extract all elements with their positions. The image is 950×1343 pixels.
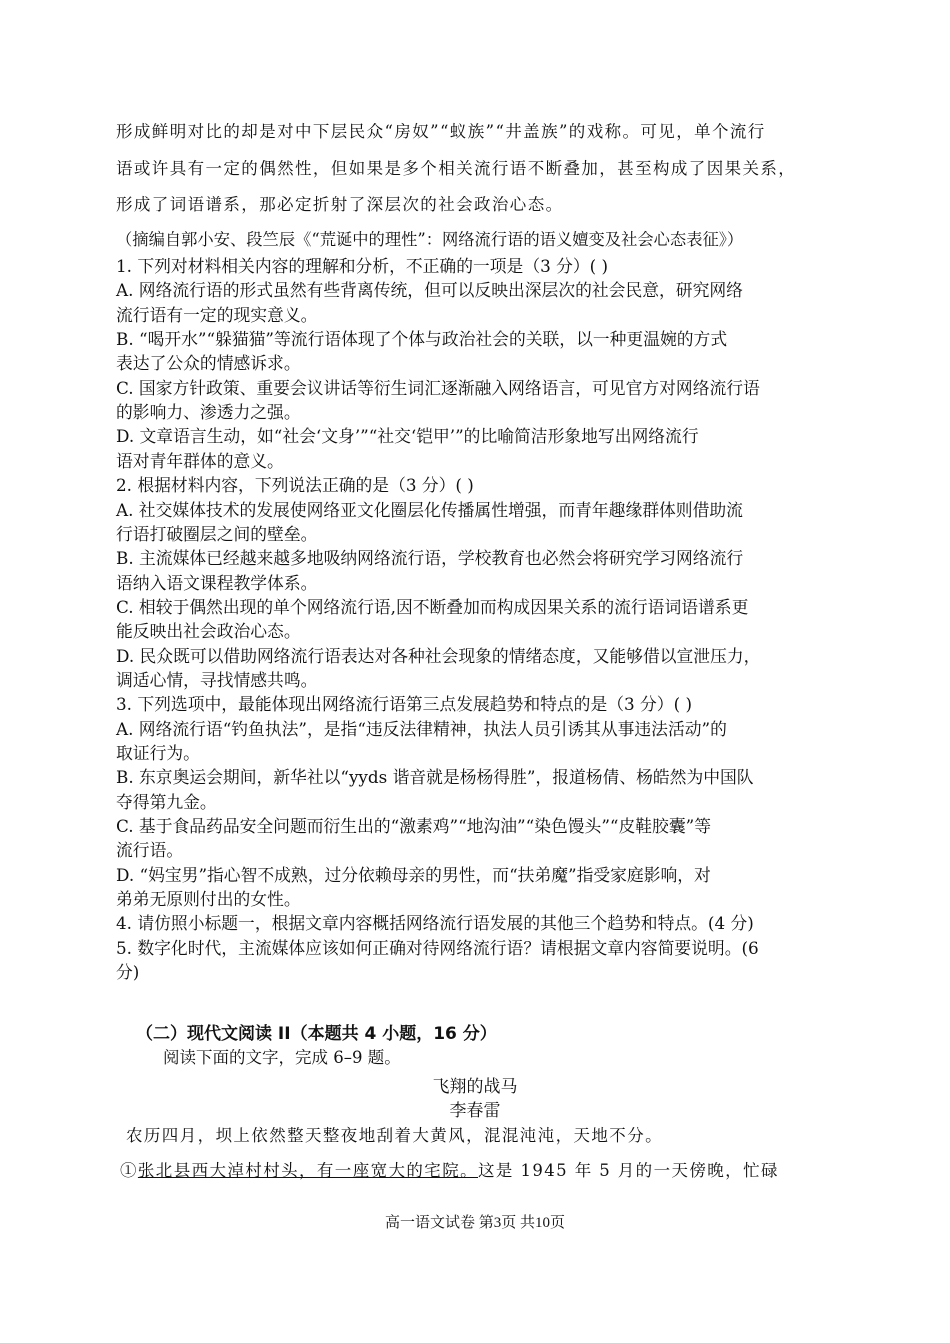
question-line: 行语打破圈层之间的壁垒。 (116, 523, 318, 544)
question-line: C. 基于食品药品安全问题而衍生出的“激素鸡”“地沟油”“染色馒头”“皮鞋胶囊”等 (116, 816, 711, 837)
body-paragraph-line: 语或许具有一定的偶然性，但如果是多个相关流行语不断叠加，甚至构成了因果关系， (116, 159, 797, 178)
question-line: 流行语有一定的现实意义。 (116, 304, 318, 325)
story-author: 李春雷 (449, 1101, 501, 1121)
question-line: A. 网络流行语的形式虽然有些背离传统，但可以反映出深层次的社会民意，研究网络 (116, 280, 743, 301)
question-line: 1. 下列对材料相关内容的理解和分析，不正确的一项是（3 分）( ) (116, 256, 609, 276)
body-paragraph-line: 形成鲜明对比的却是对中下层民众“房奴”“蚁族”“井盖族”的戏称。可见，单个流行 (116, 122, 766, 141)
question-line: 语对青年群体的意义。 (116, 450, 284, 471)
question-line: 流行语。 (116, 840, 184, 861)
question-line: 夺得第九金。 (116, 791, 217, 812)
question-line: 表达了公众的情感诉求。 (116, 353, 301, 374)
underlined-sentence: 张北县西大淖村村头，有一座宽大的宅院。 (137, 1161, 479, 1180)
story-paragraph-line: 农历四月，坝上依然整天整夜地刮着大黄风，混混沌沌，天地不分。 (126, 1126, 663, 1145)
question-line: 的影响力、渗透力之强。 (116, 402, 301, 423)
paragraph-number: ① (120, 1161, 138, 1180)
question-line: 能反映出社会政治心态。 (116, 621, 301, 642)
question-line: A. 社交媒体技术的发展使网络亚文化圈层化传播属性增强，而青年趣缘群体则借助流 (116, 499, 743, 520)
question-line: 取证行为。 (116, 743, 200, 763)
question-line: A. 网络流行语“钓鱼执法”，是指“违反法律精神，执法人员引诱其从事违法活动”的 (116, 718, 727, 739)
source-citation: （摘编自郭小安、段竺辰《“荒诞中的理性”：网络流行语的语义嬗变及社会心态表征》） (116, 230, 744, 249)
body-paragraph-line: 形成了词语谱系，那必定折射了深层次的社会政治心态。 (116, 195, 564, 214)
question-line: D. 民众既可以借助网络流行语表达对各种社会现象的情绪态度，又能够借以宣泄压力， (116, 645, 761, 666)
question-line: B. 东京奥运会期间，新华社以“yyds 谐音就是杨杨得胜”，报道杨倩、杨皓然为中国队 (116, 767, 754, 788)
question-line: 5. 数字化时代，主流媒体应该如何正确对待网络流行语？请根据文章内容简要说明。(6 (116, 937, 759, 958)
section-heading: （二）现代文阅读 II（本题共 4 小题，16 分） (136, 1024, 497, 1044)
question-line: 分) (116, 962, 140, 983)
question-line: D. “妈宝男”指心智不成熟，过分依赖母亲的男性，而“扶弟魔”指受家庭影响，对 (116, 864, 711, 885)
story-title: 飞翔的战马 (432, 1077, 518, 1097)
question-line: C. 相较于偶然出现的单个网络流行语,因不断叠加而构成因果关系的流行语词语谱系更 (116, 596, 749, 617)
question-line: B. “喝开水”“躲猫猫”等流行语体现了个体与政治社会的关联，以一种更温婉的方式 (116, 329, 728, 350)
question-line: 3. 下列选项中，最能体现出网络流行语第三点发展趋势和特点的是（3 分）( ) (116, 694, 693, 715)
question-line: 弟弟无原则付出的女性。 (116, 889, 301, 910)
question-line: 语纳入语文课程教学体系。 (116, 572, 318, 593)
sentence-text: 这是 1945 年 5 月的一天傍晚，忙碌 (478, 1161, 779, 1180)
reading-instruction: 阅读下面的文字，完成 6–9 题。 (163, 1048, 401, 1067)
question-line: 2. 根据材料内容，下列说法正确的是（3 分）( ) (116, 475, 474, 496)
page-footer: 高一语文试卷 第3页 共10页 (384, 1215, 565, 1231)
question-line: D. 文章语言生动，如“社会‘文身’”“社交‘铠甲’”的比喻简洁形象地写出网络流行 (116, 426, 699, 447)
story-paragraph-line (120, 1157, 840, 1181)
question-line: C. 国家方针政策、重要会议讲话等衍生词汇逐渐融入网络语言，可见官方对网络流行语 (116, 377, 760, 398)
question-line: B. 主流媒体已经越来越多地吸纳网络流行语，学校教育也必然会将研究学习网络流行 (116, 548, 744, 569)
question-line: 4. 请仿照小标题一，根据文章内容概括网络流行语发展的其他三个趋势和特点。(4 分) (116, 913, 754, 934)
question-line: 调适心情，寻找情感共鸣。 (116, 669, 318, 690)
